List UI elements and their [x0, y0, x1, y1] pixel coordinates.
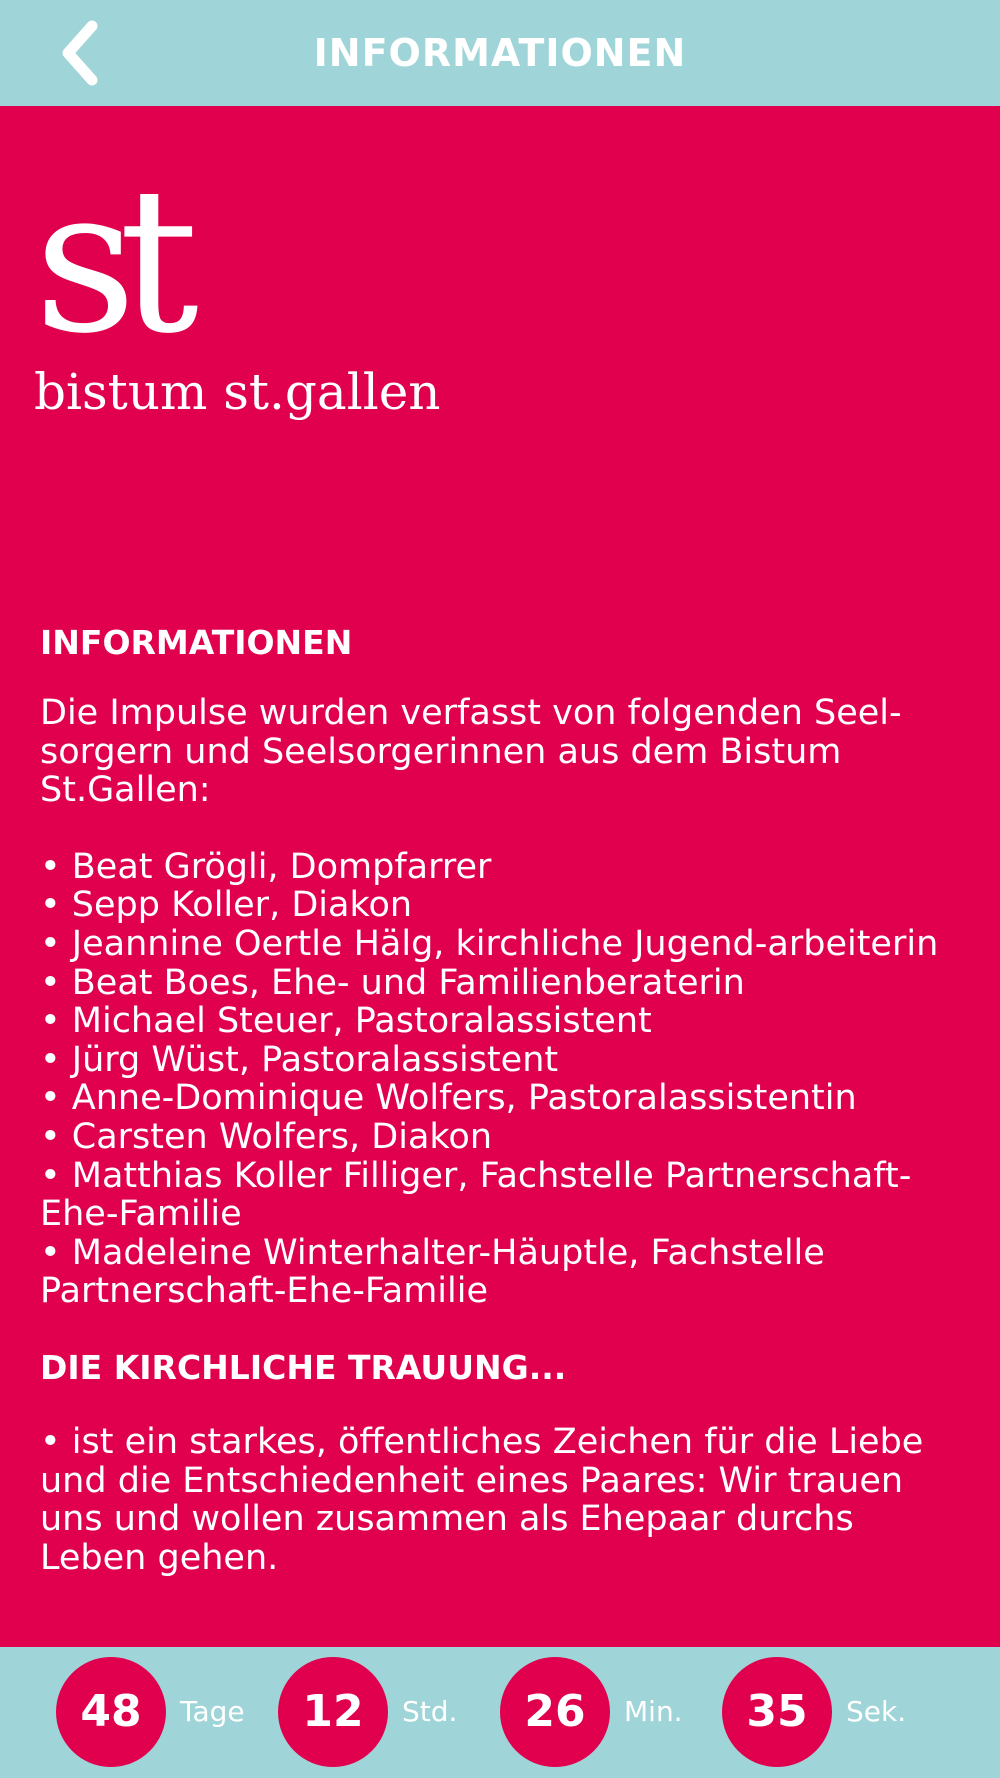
top-app-bar	[0, 0, 1000, 106]
intro-text: Die Impulse wurden verfasst von folgenden Seel-sorgern und Seelsorgerinnen aus dem Bistum St.Gallen:	[40, 693, 902, 811]
list-item: • Jeannine Oertle Hälg, kirchliche Jugend-arbeiterin	[40, 923, 939, 964]
countdown-minutes-unit: Min.	[624, 1695, 683, 1728]
countdown-bar	[0, 1647, 1000, 1778]
page-title: INFORMATIONEN	[313, 31, 687, 75]
list-item: • Sepp Koller, Diakon	[40, 885, 413, 926]
countdown-seconds-value: 35	[722, 1657, 832, 1767]
list-item: • Madeleine Winterhalter-Häuptle, Fachstelle Partnerschaft-Ehe-Familie	[40, 1232, 825, 1312]
logo-mark: st	[34, 145, 182, 378]
countdown-hours-value: 12	[278, 1657, 388, 1767]
section-heading-trauung: DIE KIRCHLICHE TRAUUNG...	[40, 1347, 567, 1387]
countdown-days-value: 48	[56, 1657, 166, 1767]
list-item: • Beat Boes, Ehe- und Familienberaterin	[40, 962, 745, 1003]
logo-text: bistum st.gallen	[34, 363, 441, 421]
section-heading-informationen: INFORMATIONEN	[40, 623, 353, 662]
author-list	[40, 848, 970, 1311]
trauung-text: • ist ein starkes, öffentliches Zeichen für die Liebe und die Entschiedenheit eines Paares: Wir trauen uns und wollen zusammen als Ehepaar durchs Leben gehen.	[40, 1421, 924, 1578]
list-item: • Matthias Koller Filliger, Fachstelle Partnerschaft-Ehe-Familie	[40, 1155, 912, 1235]
list-item: • Jürg Wüst, Pastoralassistent	[40, 1039, 559, 1080]
list-item: • Carsten Wolfers, Diakon	[40, 1116, 493, 1157]
countdown-hours-unit: Std.	[402, 1695, 458, 1728]
bistum-logo	[34, 145, 454, 442]
countdown-minutes-value: 26	[500, 1657, 610, 1767]
countdown-days-unit: Tage	[180, 1695, 245, 1728]
countdown-seconds-unit: Sek.	[846, 1695, 907, 1728]
list-item: • Michael Steuer, Pastoralassistent	[40, 1001, 652, 1042]
list-item: • Beat Grögli, Dompfarrer	[40, 846, 492, 887]
list-item: • Anne-Dominique Wolfers, Pastoralassistentin	[40, 1078, 857, 1119]
info-content	[40, 622, 970, 1577]
